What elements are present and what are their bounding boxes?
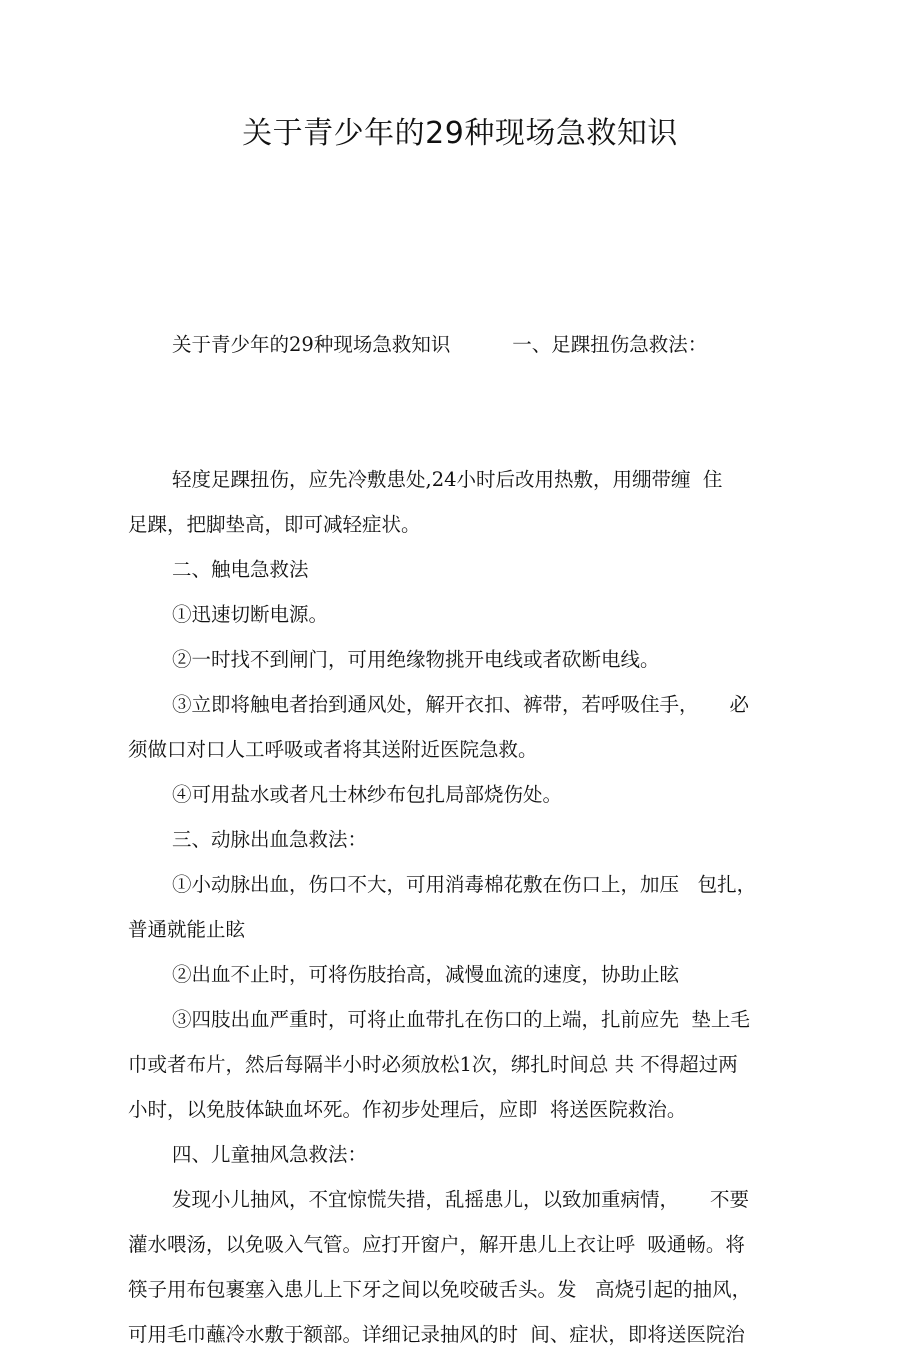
section-heading-electric-shock [128, 547, 808, 592]
list-item-bleeding-1 [128, 862, 808, 952]
text-line: 普通就能止眩 [128, 918, 246, 941]
text-line: 筷子用布包裹塞入患儿上下牙之间以免咬破舌头。发 高烧引起的抽风， [128, 1278, 752, 1301]
text-line: 三、动脉出血急救法： [172, 828, 368, 851]
text-line: 足踝，把脚垫高，即可减轻症状。 [128, 513, 421, 536]
text-line: 灌水喂汤，以免吸入气管。应打开窗户，解开患儿上衣让呼 吸通畅。将 [128, 1233, 745, 1256]
list-item-shock-2 [128, 637, 808, 682]
section-heading-arterial-bleeding [128, 817, 808, 862]
text-line: 四、儿童抽风急救法： [172, 1143, 368, 1166]
text-line: 可用毛巾蘸冷水敷于额部。详细记录抽风的时 间、症状，即将送医院治 [128, 1323, 745, 1346]
text-line: ③四肢出血严重时，可将止血带扎在伤口的上端，扎前应先 垫上毛 [172, 1008, 750, 1031]
text-line: ①小动脉出血，伤口不大，可用消毒棉花敷在伤口上，加压 包扎， [172, 873, 757, 896]
list-item-shock-3 [128, 682, 808, 772]
list-item-shock-1 [128, 592, 808, 637]
text-line: ②一时找不到闸门，可用绝缘物挑开电线或者砍断电线。 [172, 648, 660, 671]
paragraph-intro [128, 232, 808, 457]
document-body [128, 232, 808, 1357]
text-line: 须做口对口人工呼吸或者将其送附近医院急救。 [128, 738, 538, 761]
document-title: 关于青少年的29种现场急救知识 [242, 116, 678, 151]
text-line: ④可用盐水或者凡士林纱布包扎局部烧伤处。 [172, 783, 563, 806]
text-line: 发现小儿抽风，不宜惊慌失措，乱摇患儿，以致加重病情， 不要 [172, 1188, 749, 1211]
section-heading-child-convulsion [128, 1132, 808, 1177]
text-line: 关于青少年的29种现场急救知识 一、足踝扭伤急救法： [172, 333, 708, 356]
text-line: 二、触电急救法 [172, 558, 309, 581]
list-item-shock-4 [128, 772, 808, 817]
list-item-bleeding-3 [128, 997, 808, 1132]
text-line: 小时，以免肢体缺血坏死。作初步处理后，应即 将送医院救治。 [128, 1098, 687, 1121]
text-line: 轻度足踝扭伤，应先冷敷患处,24小时后改用热敷，用绷带缠 住 [172, 468, 723, 491]
text-line: ①迅速切断电源。 [172, 603, 329, 626]
text-line: ②出血不止时，可将伤肢抬高，减慢血流的速度，协助止眩 [172, 963, 680, 986]
paragraph-ankle-sprain [128, 457, 808, 547]
list-item-bleeding-2 [128, 952, 808, 997]
text-line: ③立即将触电者抬到通风处，解开衣扣、裤带，若呼吸住手， 必 [172, 693, 749, 716]
paragraph-child-convulsion [128, 1177, 808, 1357]
text-line: 巾或者布片，然后每隔半小时必须放松1次，绑扎时间总 共 不得超过两 [128, 1053, 738, 1076]
